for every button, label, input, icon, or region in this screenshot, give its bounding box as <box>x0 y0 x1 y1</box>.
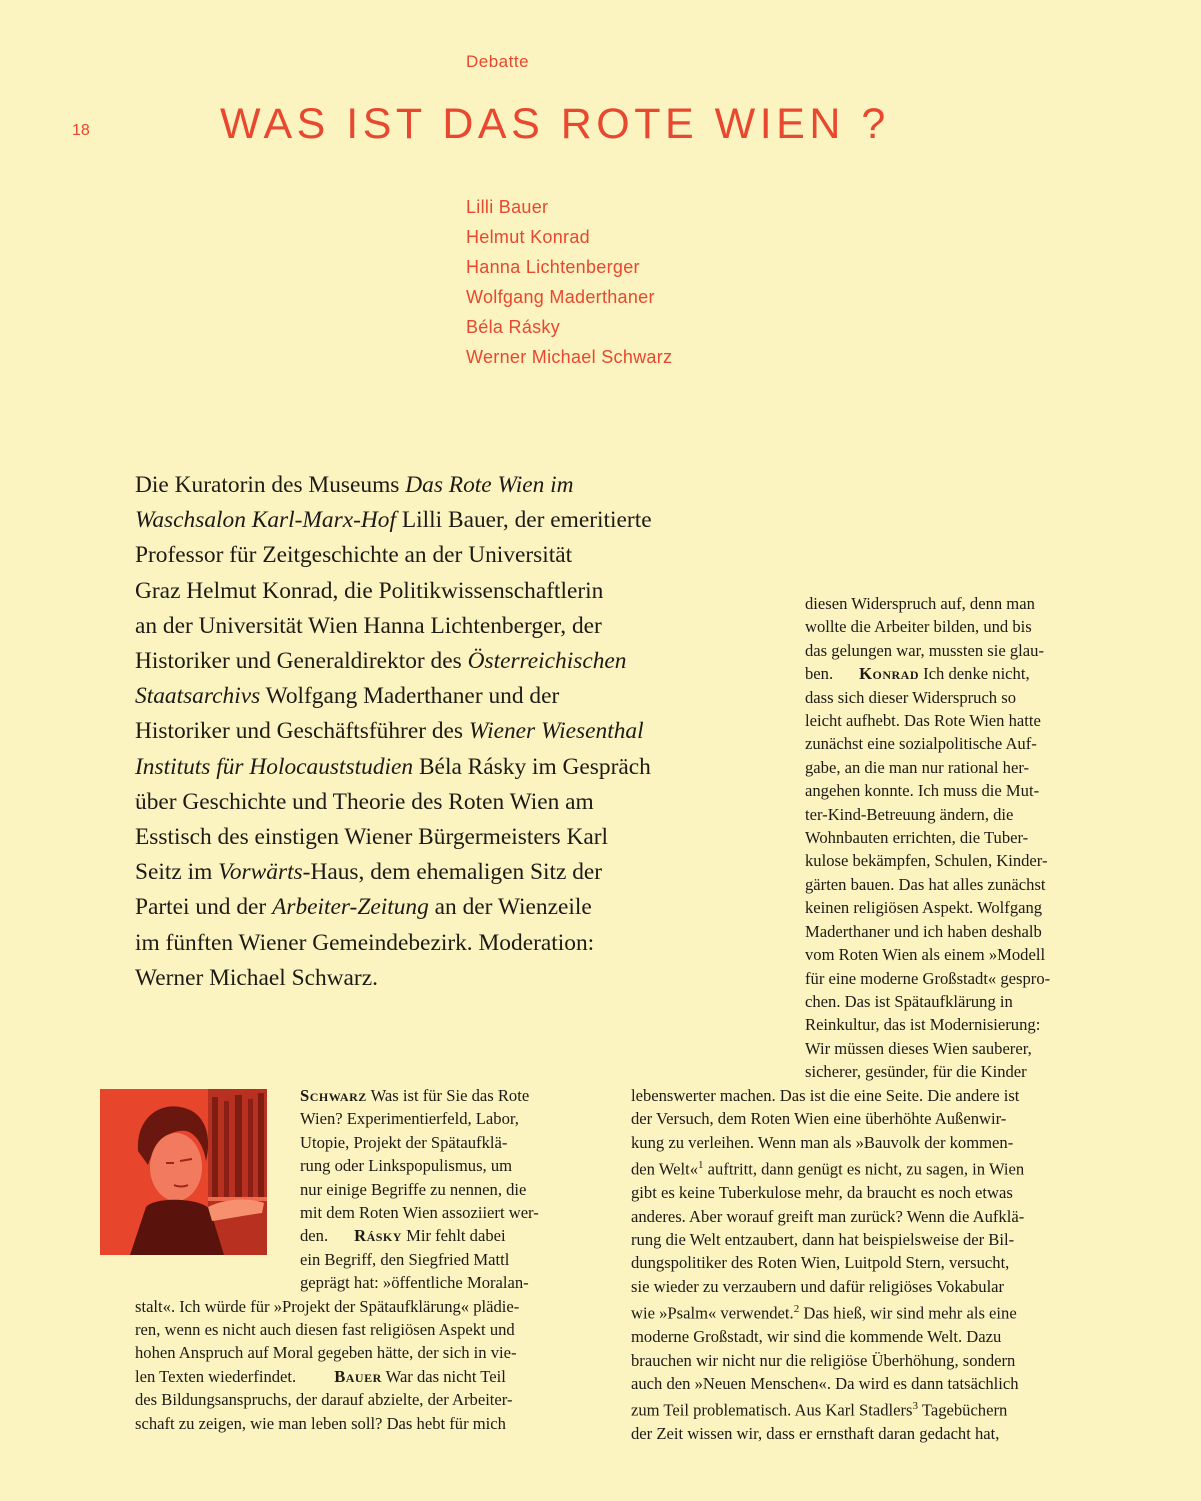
intro-text: Lilli Bauer, der emeritierte <box>395 507 652 534</box>
participant-name: Hanna Lichtenberger <box>466 257 640 277</box>
body-line: Maderthaner und ich haben deshalb <box>805 921 1042 941</box>
speaker-name: Schwarz <box>300 1086 367 1105</box>
body-line: keinen religiösen Aspekt. Wolfgang <box>805 898 1043 918</box>
body-line: anderes. Aber worauf greift man zurück? Wenn die Aufklä- <box>631 1206 1025 1226</box>
intro-emphasis: Staatsarchivs <box>135 683 261 710</box>
intro-emphasis: Wiener Wiesenthal <box>468 718 644 745</box>
participant-name: Béla Rásky <box>466 317 561 337</box>
body-line: des Bildungsanspruchs, der darauf abzielte, der Arbeiter- <box>135 1390 513 1410</box>
intro-paragraph <box>135 468 705 996</box>
body-text: War das nicht Teil <box>381 1366 506 1386</box>
body-column-left <box>135 1084 539 1435</box>
intro-line: Werner Michael Schwarz. <box>135 964 378 991</box>
speaker-name: Bauer <box>334 1366 382 1386</box>
body-line: Utopie, Projekt der Spätaufklä- <box>300 1132 508 1152</box>
participant-name: Lilli Bauer <box>466 197 549 217</box>
body-line: gärten bauen. Das hat alles zunächst <box>805 874 1046 894</box>
body-line: sicherer, gesünder, für die Kinder <box>805 1062 1027 1082</box>
body-line: mit dem Roten Wien assoziiert wer- <box>300 1203 539 1223</box>
body-line: zunächst eine sozialpolitische Auf- <box>805 734 1037 754</box>
body-line: dungspolitiker des Roten Wien, Luitpold Stern, versucht, <box>631 1253 1010 1273</box>
intro-text: Partei und der <box>135 894 273 921</box>
body-text: len Texten wiederfindet. <box>135 1366 297 1386</box>
footnote-ref: 3 <box>912 1400 918 1413</box>
body-line: hohen Anspruch auf Moral gegeben hätte, der sich in vie- <box>135 1343 517 1363</box>
body-line: Wir müssen dieses Wien sauberer, <box>805 1038 1032 1058</box>
article-title: WAS IST DAS ROTE WIEN ? <box>220 100 890 148</box>
intro-emphasis: Waschsalon Karl-Marx-Hof <box>135 507 396 534</box>
body-line: Wien? Experimentierfeld, Labor, <box>300 1109 519 1129</box>
body-line: Reinkultur, das ist Modernisierung: <box>805 1015 1041 1035</box>
body-line: der Versuch, dem Roten Wien eine überhöhte Außenwir- <box>631 1109 1007 1129</box>
intro-line: im fünften Wiener Gemeindebezirk. Moderation: <box>135 929 595 956</box>
body-text: den. <box>300 1226 329 1246</box>
intro-emphasis: Österreichischen <box>467 648 627 675</box>
participant-name: Helmut Konrad <box>466 227 590 247</box>
speaker-name: Konrad <box>859 664 920 684</box>
intro-line: Professor für Zeitgeschichte an der Universität <box>135 542 573 569</box>
body-line: leicht aufhebt. Das Rote Wien hatte <box>805 711 1041 731</box>
body-line: chen. Das ist Spätaufklärung in <box>805 991 1013 1011</box>
intro-line: über Geschichte und Theorie des Roten Wien am <box>135 788 594 815</box>
body-line: brauchen wir nicht nur die religiöse Überhöhung, sondern <box>631 1350 1016 1370</box>
body-line: gabe, an die man nur rational her- <box>805 757 1030 777</box>
body-line: lebenswerter machen. Das ist die eine Seite. Die andere ist <box>631 1086 1020 1105</box>
body-line: nur einige Begriffe zu nennen, die <box>300 1179 527 1199</box>
body-line: ter-Kind-Betreuung ändern, die <box>805 804 1014 824</box>
body-text: wie »Psalm« verwendet. <box>631 1303 794 1323</box>
body-text: Was ist für Sie das Rote <box>366 1086 530 1105</box>
body-line: sie wieder zu verzaubern und dafür religiöses Vokabular <box>631 1276 1005 1296</box>
body-line: rung die Welt entzaubert, dann hat beispielsweise der Bil- <box>631 1229 1015 1249</box>
body-column-middle <box>631 1084 1024 1446</box>
intro-text: Historiker und Geschäftsführer des <box>135 718 469 745</box>
intro-text: -Haus, dem ehemaligen Sitz der <box>302 859 603 886</box>
intro-emphasis: Arbeiter-Zeitung <box>272 894 429 921</box>
body-line: ren, wenn es nicht auch diesen fast religiösen Aspekt und <box>135 1320 515 1340</box>
intro-text: Béla Rásky im Gespräch <box>413 753 651 780</box>
body-line: wollte die Arbeiter bilden, und bis <box>805 617 1032 637</box>
body-column-right-top <box>805 592 1050 1084</box>
body-text: den Welt« <box>631 1159 699 1179</box>
body-text: ben. <box>805 664 834 684</box>
intro-text: Die Kuratorin des Museums <box>135 472 406 498</box>
page-number: 18 <box>72 122 90 139</box>
intro-text: Seitz im <box>135 859 219 886</box>
body-line: gibt es keine Tuberkulose mehr, da braucht es noch etwas <box>631 1183 1013 1203</box>
body-line: rung oder Linkspopulismus, um <box>300 1156 513 1176</box>
body-line: kung zu verleihen. Wenn man als »Bauvolk der kommen- <box>631 1132 1014 1152</box>
body-line: stalt«. Ich würde für »Projekt der Spätaufklärung« plädie- <box>135 1296 520 1316</box>
intro-emphasis: Das Rote Wien im <box>405 472 574 498</box>
footnote-ref: 2 <box>793 1303 800 1316</box>
body-text: zum Teil problematisch. Aus Karl Stadlers <box>631 1400 913 1420</box>
body-text: Ich denke nicht, <box>919 664 1030 684</box>
participant-list <box>466 192 672 372</box>
intro-line: Esstisch des einstigen Wiener Bürgermeisters Karl <box>135 824 609 851</box>
intro-text: Historiker und Generaldirektor des <box>135 648 468 675</box>
section-label: Debatte <box>466 52 530 71</box>
body-line: ein Begriff, den Siegfried Mattl <box>300 1249 510 1269</box>
intro-text: an der Wienzeile <box>428 894 592 921</box>
body-text: Mir fehlt dabei <box>401 1226 506 1246</box>
body-line: kulose bekämpfen, Schulen, Kinder- <box>805 851 1048 871</box>
body-text: Das hieß, wir sind mehr als eine <box>799 1303 1017 1323</box>
intro-emphasis: Vorwärts <box>218 859 303 886</box>
body-line: dass sich dieser Widerspruch so <box>805 687 1017 707</box>
intro-text: Wolfgang Maderthaner und der <box>260 683 560 710</box>
participant-name: Wolfgang Maderthaner <box>466 287 655 307</box>
intro-line: Graz Helmut Konrad, die Politikwissenschaftlerin <box>135 577 604 604</box>
speaker-name: Rásky <box>354 1226 402 1246</box>
intro-line: an der Universität Wien Hanna Lichtenberger, der <box>135 612 602 639</box>
participant-name: Werner Michael Schwarz <box>466 347 673 367</box>
body-line: angehen konnte. Ich muss die Mut- <box>805 781 1040 801</box>
body-text: Tagebüchern <box>918 1400 1008 1420</box>
intro-emphasis: Instituts für Holocauststudien <box>135 753 414 780</box>
body-line: moderne Großstadt, wir sind die kommende Welt. Dazu <box>631 1327 1002 1347</box>
body-line: auch den »Neuen Menschen«. Da wird es dann tatsächlich <box>631 1373 1019 1393</box>
body-line: für eine moderne Großstadt« gespro- <box>805 968 1051 988</box>
body-line: der Zeit wissen wir, dass er ernsthaft daran gedacht hat, <box>631 1424 1000 1444</box>
body-line: schaft zu zeigen, wie man leben soll? Das hebt für mich <box>135 1413 506 1433</box>
body-line: geprägt hat: »öffentliche Moralan- <box>300 1273 529 1293</box>
body-line: Wohnbauten errichten, die Tuber- <box>805 828 1029 848</box>
body-line: vom Roten Wien als einem »Modell <box>805 945 1046 965</box>
body-line: das gelungen war, mussten sie glau- <box>805 640 1044 660</box>
footnote-ref: 1 <box>698 1159 704 1172</box>
body-text: auftritt, dann genügt es nicht, zu sagen, in Wien <box>703 1159 1025 1179</box>
body-line: diesen Widerspruch auf, denn man <box>805 594 1035 613</box>
